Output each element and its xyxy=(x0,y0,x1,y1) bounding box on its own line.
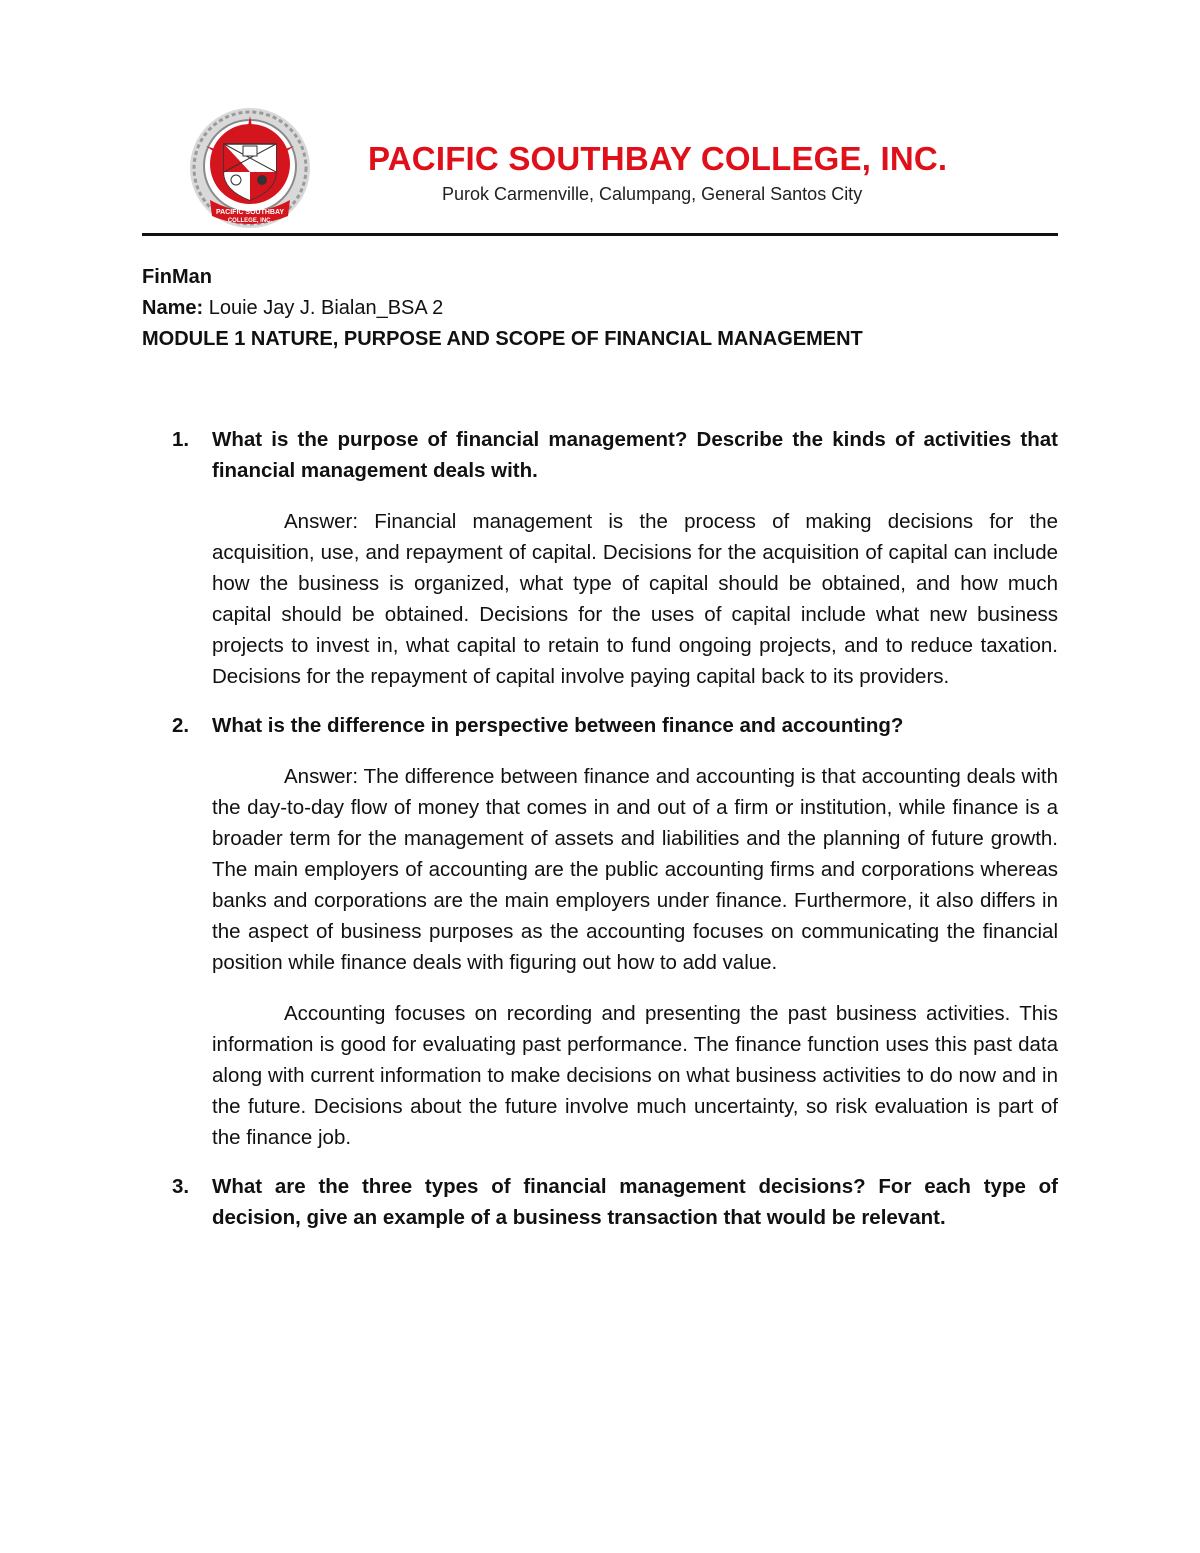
name-value: Louie Jay J. Bialan_BSA 2 xyxy=(208,297,444,319)
answer-paragraph: Answer: Financial management is the process of making decisions for the acquisition, use, and repayment of capital. Decisions for the acquisition of capital can include how the business is organized, what type of capital should be obtained, and how much capital should be obtained. Decisions for the uses of capital include what new business projects to invest in, what capital to retain to fund ongoing projects, and to reduce taxation. Decisions for the repayment of capital involve paying capital back to its providers. xyxy=(212,510,1058,688)
header-divider xyxy=(142,233,1058,236)
question-item xyxy=(172,710,1058,741)
module-title: MODULE 1 NATURE, PURPOSE AND SCOPE OF FINANCIAL MANAGEMENT xyxy=(142,328,863,350)
name-label: Name: xyxy=(142,297,204,319)
question-item xyxy=(172,1171,1058,1233)
question-text: What is the purpose of financial management? Describe the kinds of activities that financial management deals with. xyxy=(212,428,1058,482)
document-meta xyxy=(142,262,1062,355)
answer-paragraph: Accounting focuses on recording and presenting the past business activities. This information is good for evaluating past performance. The finance function uses this past data along with current information to make decisions on what business activities to do now and in the future. Decisions about the future involve much uncertainty, so risk evaluation is part of the finance job. xyxy=(212,1002,1058,1149)
college-seal-icon xyxy=(188,106,312,230)
college-address: Purok Carmenville, Calumpang, General Santos City xyxy=(442,184,863,204)
question-text: What is the difference in perspective between finance and accounting? xyxy=(212,714,904,737)
letterhead xyxy=(140,100,1060,240)
svg-text:COLLEGE, INC.: COLLEGE, INC. xyxy=(227,218,273,224)
question-item xyxy=(172,424,1058,486)
svg-text:PACIFIC SOUTHBAY: PACIFIC SOUTHBAY xyxy=(215,209,285,216)
answer-paragraph: Answer: The difference between finance and accounting is that accounting deals with the day-to-day flow of money that comes in and out of a firm or institution, while finance is a broader term for the management of assets and liabilities and the planning of future growth. The main employers of accounting are the public accounting firms and corporations whereas banks and corporations are the main employers under finance. Furthermore, it also differs in the aspect of business purposes as the accounting focuses on communicating the financial position while finance deals with figuring out how to add value. xyxy=(212,765,1058,974)
question-number: 2. xyxy=(172,714,190,737)
question-list xyxy=(172,424,1058,1233)
college-name: PACIFIC SOUTHBAY COLLEGE, INC. xyxy=(368,140,948,177)
question-text: What are the three types of financial management decisions? For each type of decision, give an example of a business transaction that would be relevant. xyxy=(212,1175,1058,1229)
question-number: 1. xyxy=(172,428,190,451)
question-number: 3. xyxy=(172,1175,190,1198)
student-name-line xyxy=(142,293,1062,324)
subject-title: FinMan xyxy=(142,266,212,288)
